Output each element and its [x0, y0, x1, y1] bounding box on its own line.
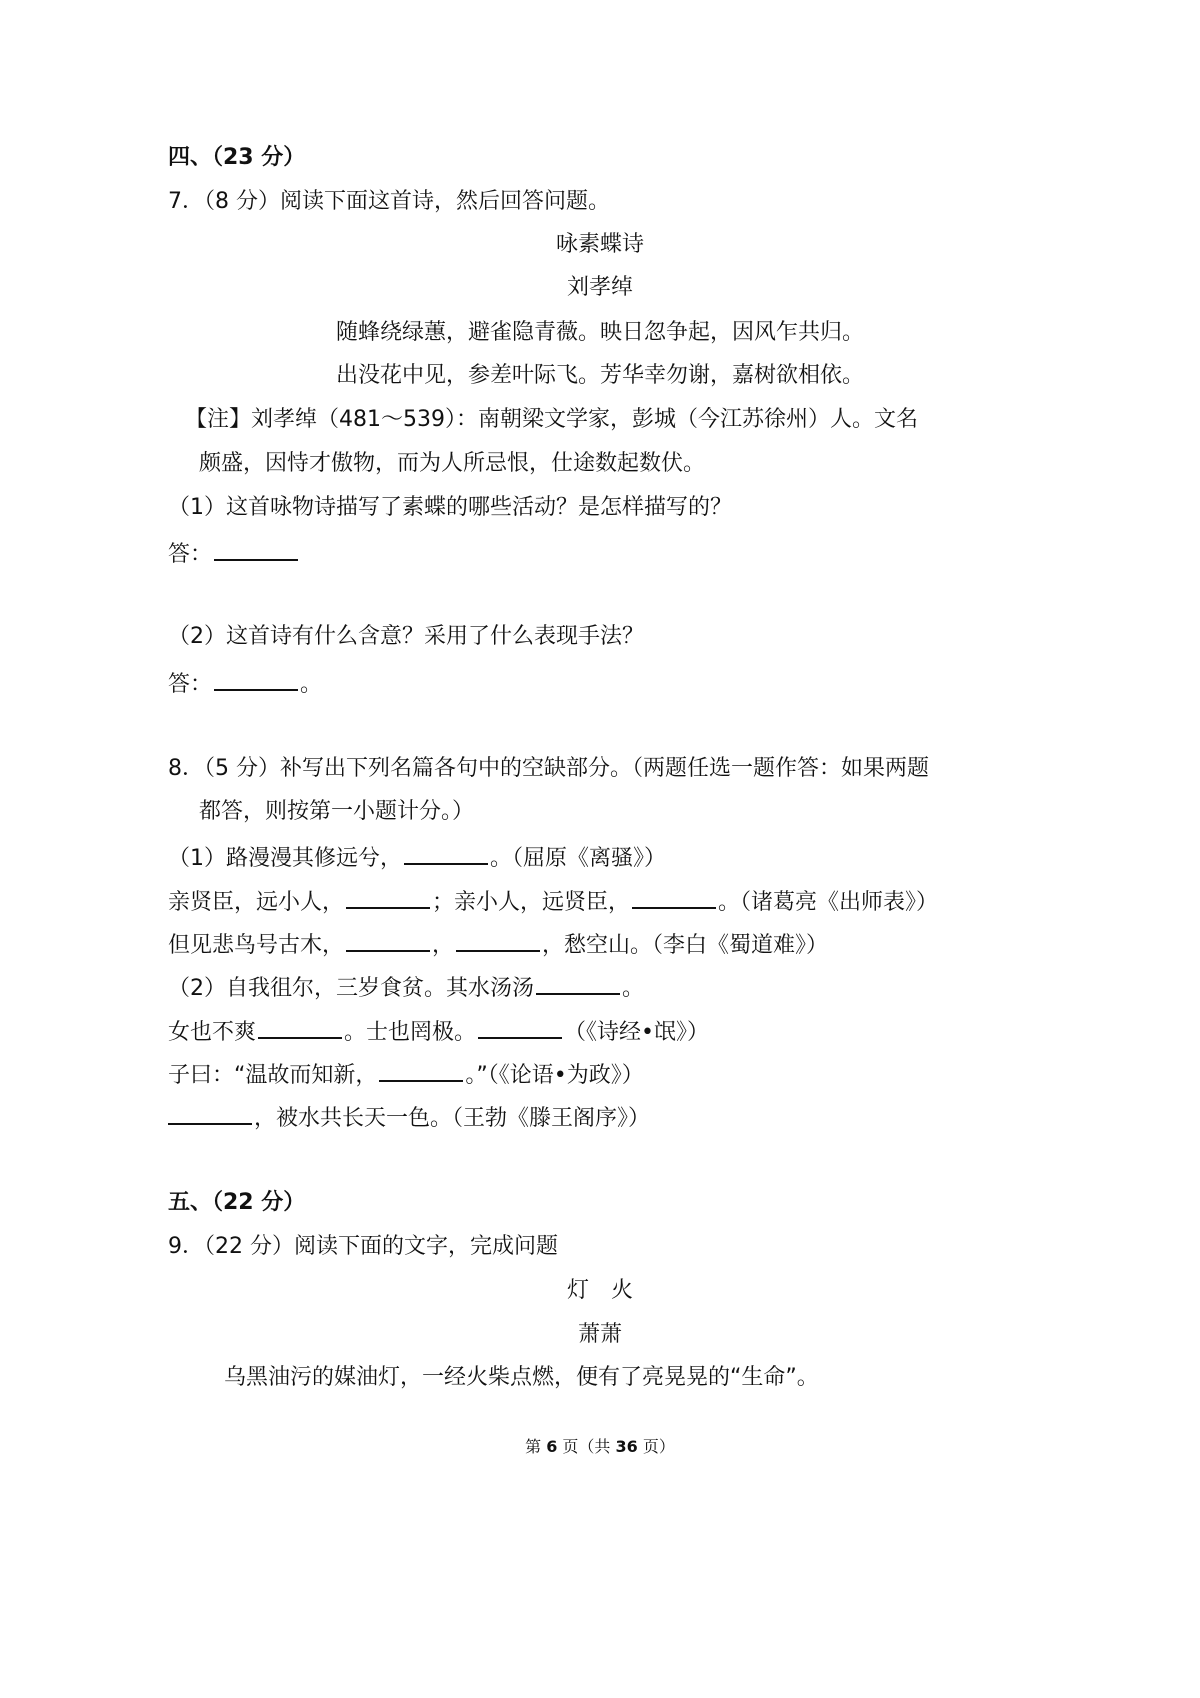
- question-7-stem: 7．（8 分）阅读下面这首诗，然后回答问题。: [168, 189, 610, 214]
- fill-text: 。（屈原《离骚》）: [490, 846, 667, 871]
- fill-line-5: [168, 1015, 709, 1048]
- fill-blank[interactable]: [168, 1101, 252, 1125]
- fill-blank[interactable]: [632, 885, 716, 909]
- answer-blank[interactable]: [214, 667, 298, 691]
- question-7-sub-1: （1）这首咏物诗描写了素蝶的哪些活动？是怎样描写的？: [168, 495, 732, 520]
- fill-text: 。: [622, 976, 645, 1001]
- passage-paragraph-1: 乌黑油污的媒油灯，一经火柴点燃，便有了亮晃晃的“生命”。: [224, 1365, 819, 1390]
- fill-blank[interactable]: [379, 1058, 463, 1082]
- fill-blank[interactable]: [404, 841, 488, 865]
- fill-text: 。（诸葛亮《出师表》）: [718, 890, 939, 915]
- fill-line-2: [168, 885, 938, 918]
- answer-blank[interactable]: [214, 537, 298, 561]
- fill-blank[interactable]: [536, 971, 620, 995]
- passage-author: 萧萧: [577, 1322, 622, 1347]
- fill-text: 。士也罔极。: [344, 1020, 477, 1045]
- poem-author: 刘孝绰: [566, 275, 633, 300]
- fill-text: 。”（《论语•为政》）: [465, 1063, 644, 1088]
- fill-line-1: [168, 841, 666, 874]
- fill-line-4: [168, 971, 644, 1004]
- fill-line-7: [168, 1101, 650, 1134]
- fill-blank[interactable]: [258, 1015, 342, 1039]
- fill-blank[interactable]: [478, 1015, 562, 1039]
- fill-text: ，愁空山。（李白《蜀道难》）: [542, 933, 829, 958]
- footer-mid: 页（共: [557, 1437, 616, 1456]
- answer-label: 答：: [168, 542, 213, 567]
- answer-label: 答：: [168, 672, 213, 697]
- poem-line-1: 随蜂绕绿蕙，避雀隐青薇。映日忽争起，因风乍共归。: [335, 320, 864, 345]
- fill-text: 亲贤臣，远小人，: [168, 890, 345, 915]
- fill-text: 但见悲鸟号古木，: [168, 933, 345, 958]
- fill-blank[interactable]: [456, 928, 540, 952]
- fill-text: （1）路漫漫其修远兮，: [168, 846, 402, 871]
- section-heading-4: 四、（23 分）: [168, 145, 306, 170]
- passage-title: 灯 火: [566, 1278, 633, 1303]
- question-7-sub-2: （2）这首诗有什么含意？采用了什么表现手法？: [168, 624, 644, 649]
- fill-text: 子曰：“温故而知新，: [168, 1063, 378, 1088]
- poem-note-line-1: 【注】刘孝绰（481～539）：南朝梁文学家，彭城（今江苏徐州）人。文名: [185, 407, 918, 432]
- fill-blank[interactable]: [346, 885, 430, 909]
- fill-blank[interactable]: [346, 928, 430, 952]
- question-9-stem: 9．（22 分）阅读下面的文字，完成问题: [168, 1234, 558, 1259]
- answer-line-2: [168, 667, 322, 700]
- footer-total-pages: 36: [615, 1437, 638, 1456]
- footer-page-number: 6: [546, 1437, 558, 1456]
- fill-text: （《诗经•氓》）: [564, 1020, 710, 1045]
- footer-suffix: 页）: [637, 1437, 675, 1456]
- question-8-stem-line-1: 8．（5 分）补写出下列名篇各句中的空缺部分。（两题任选一题作答：如果两题: [168, 756, 929, 781]
- page-footer: [0, 1437, 1200, 1457]
- fill-line-3: [168, 928, 828, 961]
- answer-suffix: 。: [300, 672, 323, 697]
- fill-text: 女也不爽: [168, 1020, 257, 1045]
- question-8-stem-line-2: 都答，则按第一小题计分。）: [199, 799, 475, 824]
- poem-title: 咏素蝶诗: [555, 232, 644, 257]
- fill-text: ；亲小人，远贤臣，: [432, 890, 631, 915]
- fill-line-6: [168, 1058, 644, 1091]
- poem-note-line-2: 颇盛，因恃才傲物，而为人所忌恨，仕途数起数伏。: [199, 451, 706, 476]
- poem-line-2: 出没花中见，参差叶际飞。芳华幸勿谢，嘉树欲相依。: [335, 363, 864, 388]
- fill-text: ，: [432, 933, 455, 958]
- fill-text: ，被水共长天一色。（王勃《滕王阁序》）: [254, 1106, 651, 1131]
- footer-prefix: 第: [525, 1437, 547, 1456]
- fill-text: （2）自我徂尔，三岁食贫。其水汤汤: [168, 976, 534, 1001]
- section-heading-5: 五、（22 分）: [168, 1190, 306, 1215]
- answer-line-1: [168, 537, 300, 570]
